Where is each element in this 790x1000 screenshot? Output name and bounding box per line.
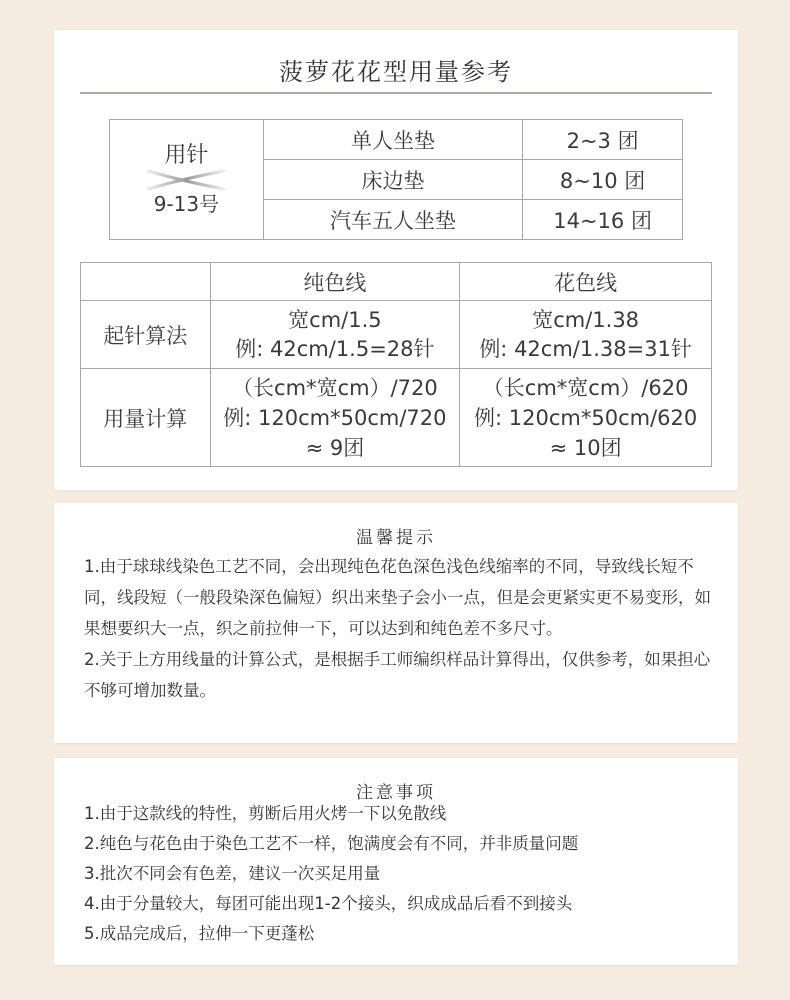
item-cell: 汽车五人坐垫 <box>263 200 522 240</box>
tips-title: 温馨提示 <box>356 528 436 548</box>
needle-usage-table <box>109 119 683 240</box>
amount-cell: 14~16 团 <box>523 200 683 240</box>
row-label-cast-on: 起针算法 <box>81 301 211 369</box>
table-row <box>81 369 712 467</box>
header-fancy-color: 花色线 <box>460 263 712 301</box>
example-text: 例: 120cm*50cm/620 <box>474 405 698 430</box>
table-row <box>110 120 683 160</box>
row-label-usage: 用量计算 <box>81 369 211 467</box>
notes-list <box>84 799 714 949</box>
page-title: 菠萝花花型用量参考 <box>279 58 513 86</box>
notes-title: 注意事项 <box>356 783 436 803</box>
item-cell: 床边垫 <box>263 160 522 200</box>
example-text: 例: 42cm/1.38=31针 <box>479 336 692 361</box>
tip-paragraph: 2.关于上方用线量的计算公式，是根据手工师编织样品计算得出，仅供参考，如果担心不够可增加数量。 <box>84 650 711 700</box>
usage-reference-card <box>54 30 738 490</box>
notes-card <box>54 758 738 965</box>
item-cell: 单人坐垫 <box>263 120 522 160</box>
formula-text: 宽cm/1.38 <box>532 307 640 332</box>
header-empty-cell <box>81 263 211 301</box>
amount-cell: 2~3 团 <box>523 120 683 160</box>
tips-body <box>84 551 714 706</box>
tip-paragraph: 1.由于球球线染色工艺不同，会出现纯色花色深色浅色线缩率的不同，导致线长短不同，线段短（一般段染深色偏短）织出来垫子会小一点，但是会更紧实更不易变形，如果想要织大一点，织之前拉伸一下，可以达到和纯色差不多尺寸。 <box>84 557 711 638</box>
example-text: 例: 42cm/1.5=28针 <box>235 336 435 361</box>
amount-cell: 8~10 团 <box>523 160 683 200</box>
needle-label: 用针 <box>164 142 209 168</box>
table-header-row <box>81 263 712 301</box>
fancy-usage-cell <box>460 369 712 467</box>
crossed-needles-icon <box>144 169 228 191</box>
list-item: 4.由于分量较大，每团可能出现1-2个接头，织成成品后看不到接头 <box>84 894 573 913</box>
needle-size-cell <box>110 120 264 240</box>
calculation-table <box>80 262 712 467</box>
needle-size: 9-13号 <box>153 191 220 216</box>
solid-cast-on-cell <box>210 301 460 369</box>
list-item: 1.由于这款线的特性，剪断后用火烤一下以免散线 <box>84 804 447 823</box>
formula-text: （长cm*宽cm）/620 <box>482 375 689 400</box>
list-item: 5.成品完成后，拉伸一下更蓬松 <box>84 924 315 943</box>
tips-card <box>54 503 738 743</box>
result-text: ≈ 9团 <box>305 435 365 460</box>
formula-text: （长cm*宽cm）/720 <box>232 375 438 400</box>
formula-text: 宽cm/1.5 <box>288 307 382 332</box>
fancy-cast-on-cell <box>460 301 712 369</box>
table-row <box>81 301 712 369</box>
list-item: 2.纯色与花色由于染色工艺不一样，饱满度会有不同，并非质量问题 <box>84 834 579 853</box>
list-item: 3.批次不同会有色差，建议一次买足用量 <box>84 864 381 883</box>
example-text: 例: 120cm*50cm/720 <box>223 405 447 430</box>
header-solid-color: 纯色线 <box>210 263 460 301</box>
title-divider <box>80 92 712 94</box>
solid-usage-cell <box>210 369 460 467</box>
result-text: ≈ 10团 <box>549 435 622 460</box>
